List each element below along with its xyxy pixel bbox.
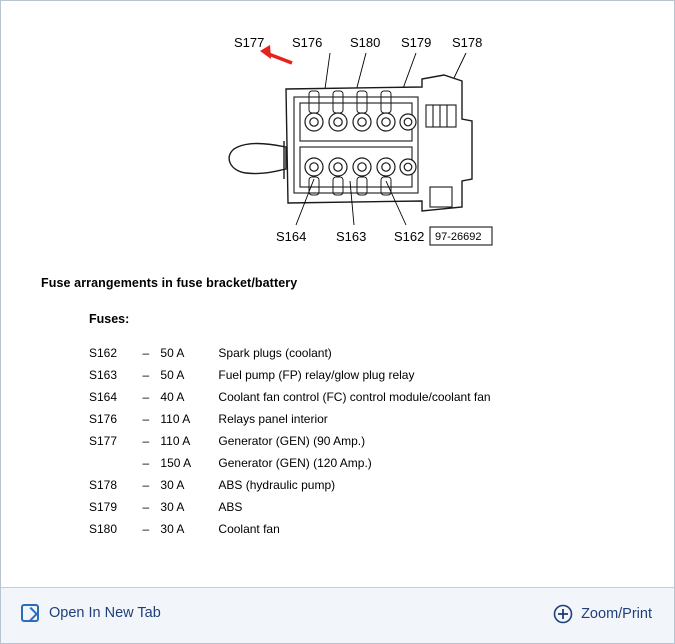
fuse-bracket-diagram — [226, 29, 496, 259]
fuse-dash: – — [142, 412, 150, 426]
svg-text:97-26692: 97-26692 — [435, 231, 482, 243]
fuse-desc: Fuel pump (FP) relay/glow plug relay — [218, 368, 415, 382]
fuse-dash: – — [142, 368, 150, 382]
fuse-dash: – — [142, 478, 150, 492]
fuse-rating: 50 A — [160, 368, 185, 382]
red-arrow-annotation — [260, 45, 292, 63]
fuse-dash: – — [142, 346, 150, 360]
diagram-label-s179: S179 — [401, 35, 432, 50]
fuse-id: S176 — [89, 412, 118, 426]
table-row — [89, 412, 609, 434]
diagram-label-s177: S177 — [234, 35, 265, 50]
fuse-dash: – — [142, 390, 150, 404]
fuse-dash: – — [142, 500, 150, 514]
zoom-print-label: Zoom/Print — [581, 606, 652, 622]
external-link-icon — [21, 604, 39, 622]
table-row — [89, 368, 609, 390]
diagram-label-s164: S164 — [276, 229, 307, 244]
table-row — [89, 500, 609, 522]
fuse-rating: 110 A — [160, 412, 191, 426]
table-row — [89, 478, 609, 500]
table-row — [89, 346, 609, 368]
fuse-desc: Spark plugs (coolant) — [218, 346, 332, 360]
table-row — [89, 390, 609, 412]
fuse-id: S179 — [89, 500, 118, 514]
fuse-dash: – — [142, 434, 150, 448]
table-row — [89, 456, 609, 478]
diagram-label-s176: S176 — [292, 35, 323, 50]
open-in-new-tab-label: Open In New Tab — [49, 605, 161, 621]
fuse-id: S162 — [89, 346, 118, 360]
figure-caption: Fuse arrangements in fuse bracket/battery — [41, 276, 298, 290]
fuse-desc: ABS (hydraulic pump) — [218, 478, 336, 492]
fuse-rating: 110 A — [160, 434, 191, 448]
fuse-id: S178 — [89, 478, 118, 492]
diagram-label-s163: S163 — [336, 229, 367, 244]
fuse-desc: Coolant fan — [218, 522, 280, 536]
fuse-desc: Relays panel interior — [218, 412, 328, 426]
fuses-heading: Fuses: — [89, 312, 130, 326]
fuse-rating: 30 A — [160, 500, 185, 514]
document-content — [1, 1, 674, 587]
fuse-id: S163 — [89, 368, 118, 382]
diagram-part-number — [430, 227, 492, 245]
fuse-list-table — [89, 346, 609, 544]
fuse-desc: Generator (GEN) (120 Amp.) — [218, 456, 372, 470]
fuse-desc: ABS — [218, 500, 243, 514]
diagram-label-s178: S178 — [452, 35, 483, 50]
diagram-label-s162: S162 — [394, 229, 425, 244]
fuse-id: S164 — [89, 390, 118, 404]
zoom-in-icon — [553, 604, 573, 624]
fuse-dash: – — [142, 456, 150, 470]
fuse-id — [89, 456, 143, 478]
fuse-id: S177 — [89, 434, 118, 448]
zoom-print-button[interactable] — [553, 604, 652, 624]
fuse-rating: 30 A — [160, 478, 185, 492]
fuse-rating: 150 A — [160, 456, 192, 470]
fuse-rating: 40 A — [160, 390, 185, 404]
fuse-desc: Generator (GEN) (90 Amp.) — [218, 434, 366, 448]
table-row — [89, 434, 609, 456]
fuse-id: S180 — [89, 522, 118, 536]
fuse-dash: – — [142, 522, 150, 536]
fuse-rating: 30 A — [160, 522, 185, 536]
table-row — [89, 522, 609, 544]
fuse-desc: Coolant fan control (FC) control module/coolant fan — [218, 390, 491, 404]
fuse-rating: 50 A — [160, 346, 185, 360]
footer-bar — [1, 587, 674, 643]
diagram-label-s180: S180 — [350, 35, 381, 50]
open-in-new-tab-button[interactable] — [21, 604, 161, 622]
